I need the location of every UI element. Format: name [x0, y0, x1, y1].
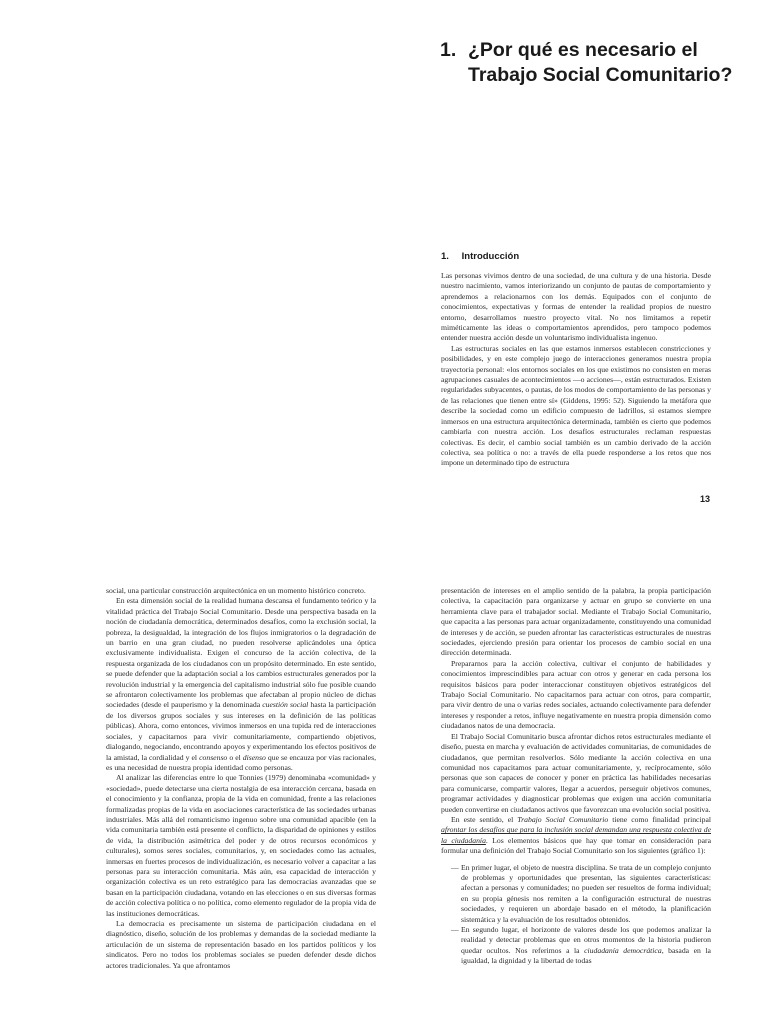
text-run: hasta la participación de los diversos grupos sociales y sus intereses en la definición de las políticas públicas). Ahora, como entonces, vivimos inmersos en una tupida red de interacciones sociales, y capacitarnos para vivir comunitariamente, compartiendo objetivos, dialogando, negociando, encontrando apoyos y experimentando los efectos positivos de la amistad, la cordialidad y el [106, 700, 377, 762]
top-text-column [441, 271, 711, 469]
section-heading [441, 251, 711, 262]
list-item [441, 863, 711, 925]
chapter-title-line-2: Trabajo Social Comunitario? [468, 64, 733, 86]
text-run: En este sentido, el [451, 814, 514, 824]
paragraph: Prepararnos para la acción colectiva, cultivar el conjunto de habilidades y conocimientos imprescindibles para actuar con otros y generar en cada persona los requisitos básicos para poder interaccionar constituyen objetivos estratégicos del Trabajo Social Comunitario. No capacitarnos para actuar con otros, para compartir, para vivir dentro de una o varias redes sociales, actuando colectivamente para defender intereses y responder a retos, influye negativamente en nuestra propia dimensión como ciudadanos natos de una democracia. [441, 658, 711, 731]
paragraph: presentación de intereses en el amplio sentido de la palabra, la propia participación colectiva, la capacitación para organizarse y actuar en grupo se convierte en una herramienta clave para el trabajador social. Mediante el Trabajo Social Comunitario, que capacita a las personas para actuar organizadamente, constituyendo una comunidad de intereses y de acción, se pueden afrontar las características estructurales de nuestras sociedades, ejerciendo presión para orientar los procesos de cambio social en una dirección determinada. [441, 586, 711, 658]
chapter-title-line-1: ¿Por qué es necesario el [468, 39, 698, 61]
emphasis: Trabajo Social Comunitario [517, 814, 609, 824]
chapter-number: 1. [440, 39, 457, 61]
dash-marker: — [451, 862, 459, 872]
text-run: , basada en la igualdad, la dignidad y la libertad de todas [461, 945, 711, 966]
page-number: 13 [699, 494, 710, 504]
emphasis: cuestión social [262, 700, 309, 710]
dash-marker: — [451, 925, 459, 934]
paragraph: social, una particular construcción arquitectónica en un momento histórico concreto. [106, 586, 366, 595]
text-run: En primer lugar, el objeto de nuestra disciplina. Se trata de un complejo conjunto de problemas y oportunidades que presentan, las siguientes características: afectan a personas y comunidades; no pueden ser resueltos de forma individual; en su propia génesis nos remiten a la configuración estructural de nuestras sociedades, y requieren un abordaje basado en el método, la planificación sistemática y la evaluación de los resultados obtenidos. [461, 862, 711, 924]
paragraph: Las estructuras sociales en las que estamos inmersos establecen constricciones y posibilidades, y en este complejo juego de interacciones generamos nuestra propia trayectoria personal: «los entornos sociales en los que existimos no consisten en meras agrupaciones casuales de acontecimientos —o acciones—, están estructurados. Existen regularidades subyacentes, o pautas, de los modos de comportamiento de las personas y de las relaciones que tienen entre sí» (Giddens, 1995: 52). Siguiendo la metáfora que describe la sociedad como un edificio compuesto de ladrillos, si estamos siempre inmersos en una estructura arquitectónica determinada, también es cierto que podemos cambiarla con nuestra acción. Los desafíos estructurales reclaman respuestas colectivas. Es decir, el cambio social también es un cambio derivado de la acción colectiva, sea política o no: a través de ella puede responderse a los retos que nos impone un determinado tipo de estructura [441, 343, 711, 468]
emphasis: ciudadanía democrática [584, 945, 662, 955]
emphasis: disenso [242, 752, 266, 762]
right-text-column [441, 586, 711, 967]
left-text-column [106, 586, 376, 971]
text-run: tiene como finalidad principal [612, 814, 711, 824]
paragraph: Al analizar las diferencias entre lo que Tonnies (1979) denominaba «comunidad» y «sociedad», puede detectarse una cierta nostalgia de esa interacción cercana, basada en el conocimiento y la confianza, propia de la vida en comunidad, frente a las relaciones formalizadas propias de la vida en asociaciones característica de las sociedades urbanas industriales. Más allá del romanticismo ingenuo sobre una comunidad apacible (en la vida comunitaria también está presente el conflicto, la disparidad de opiniones y estilos de vida, la distribución asimétrica del poder y de otros recursos económicos y culturales), somos seres sociales, comunitarios, y, en sociedades como las actuales, inmersas en fuertes procesos de individualización, es necesario volver a capacitar a las personas para su interacción comunitaria. Más aún, esa capacidad de interacción y organización colectiva es un reto estratégico para las democracias avanzadas que se basan en la participación ciudadana, votando en las elecciones o en sus diversas formas de acción colectiva política o no política, como elemento regulador de la propia vida de las instituciones democráticas. [106, 773, 376, 918]
paragraph: La democracia es precisamente un sistema de participación ciudadana en el diagnóstico, diseño, solución de los problemas y demandas de la sociedad mediante la articulación de un sistema de representación basado en los partidos políticos y los sindicatos. Pero no todos los problemas sociales se pueden defender desde dichos actores tradicionales. Ya que afrontamos [106, 919, 376, 970]
text-run: o el [229, 752, 241, 762]
section-number: 1. [441, 251, 449, 262]
list-item [441, 925, 711, 967]
bullet-list [441, 863, 711, 967]
section-title: Introducción [461, 251, 520, 262]
emphasis: consenso [199, 752, 228, 762]
emphasis: afrontar los desafíos que para la inclusión social demandan una respuesta colectiva de la ciudadanía [441, 825, 711, 845]
chapter-title [440, 38, 740, 88]
paragraph: El Trabajo Social Comunitario busca afrontar dichos retos estructurales mediante el diseño, puesta en marcha y evaluación de actividades comunitarias, de comunidades de ciudadanos, que permitan resolverlos. Sólo mediante la acción colectiva en una comunidad nos capacitamos para actuar comunitariamente, y, recíprocamente, sólo personas que son capaces de conocer y poner en práctica las habilidades necesarias para comunicarse, compartir valores, llegar a acuerdos, perseguir objetivos comunes, programar actividades y diagnosticar problemas que exigen una acción comunitaria pueden convertirse en ciudadanos activos que favorezcan una evolución social positiva. [441, 731, 711, 814]
paragraph [441, 815, 711, 857]
text-run: En esta dimensión social de la realidad humana descansa el fundamento teórico y la vitalidad práctica del Trabajo Social Comunitario. Desde una perspectiva basada en la noción de ciudadanía democrática, determinados desafíos, como la exclusión social, la pobreza, la desigualdad, la integración de los flujos inmigratorios o la degradación de un barrio en una gran ciudad, no pueden resolverse aplicándoles una óptica exclusivamente individualista. Exigen el concurso de la acción colectiva, de la respuesta organizada de los ciudadanos con un propósito determinado. En este sentido, se puede defender que la adaptación social a los cambios estructurales generados por la revolución industrial y la emergencia del capitalismo industrial sólo fue posible cuando se afrontaron colectivamente los problemas que afectaban al propio núcleo de dichas sociedades (desde el pauperismo y la denominada [106, 596, 376, 710]
paragraph: Las personas vivimos dentro de una sociedad, de una cultura y de una historia. Desde nuestro nacimiento, vamos interiorizando un conjunto de pautas de comportamiento y aprendemos a relacionarnos con los demás. Equipados con el conjunto de conocimientos, expectativas y formas de entender la realidad propios de nuestro entorno, desarrollamos nuestro proyecto vital. No nos limitamos a repetir miméticamente las ideas o comportamientos aprendidos, pero tampoco podemos entender nuestra acción desde un voluntarismo individualista ingenuo. [441, 271, 711, 343]
text-run: En segundo lugar, el horizonte de valores desde los que podemos analizar la realidad y detectar problemas que en otros momentos de la historia pudieron quedar ocultos. Nos referimos a la [461, 925, 711, 955]
paragraph [106, 596, 376, 773]
text-run: . Los elementos básicos que hay que tomar en consideración para formular una definición del Trabajo Social Comunitario son los siguientes (gráfico 1): [441, 835, 711, 856]
text-run: que se encauza por vías racionales, es una necesidad de nuestra propia identidad como personas. [106, 752, 376, 772]
